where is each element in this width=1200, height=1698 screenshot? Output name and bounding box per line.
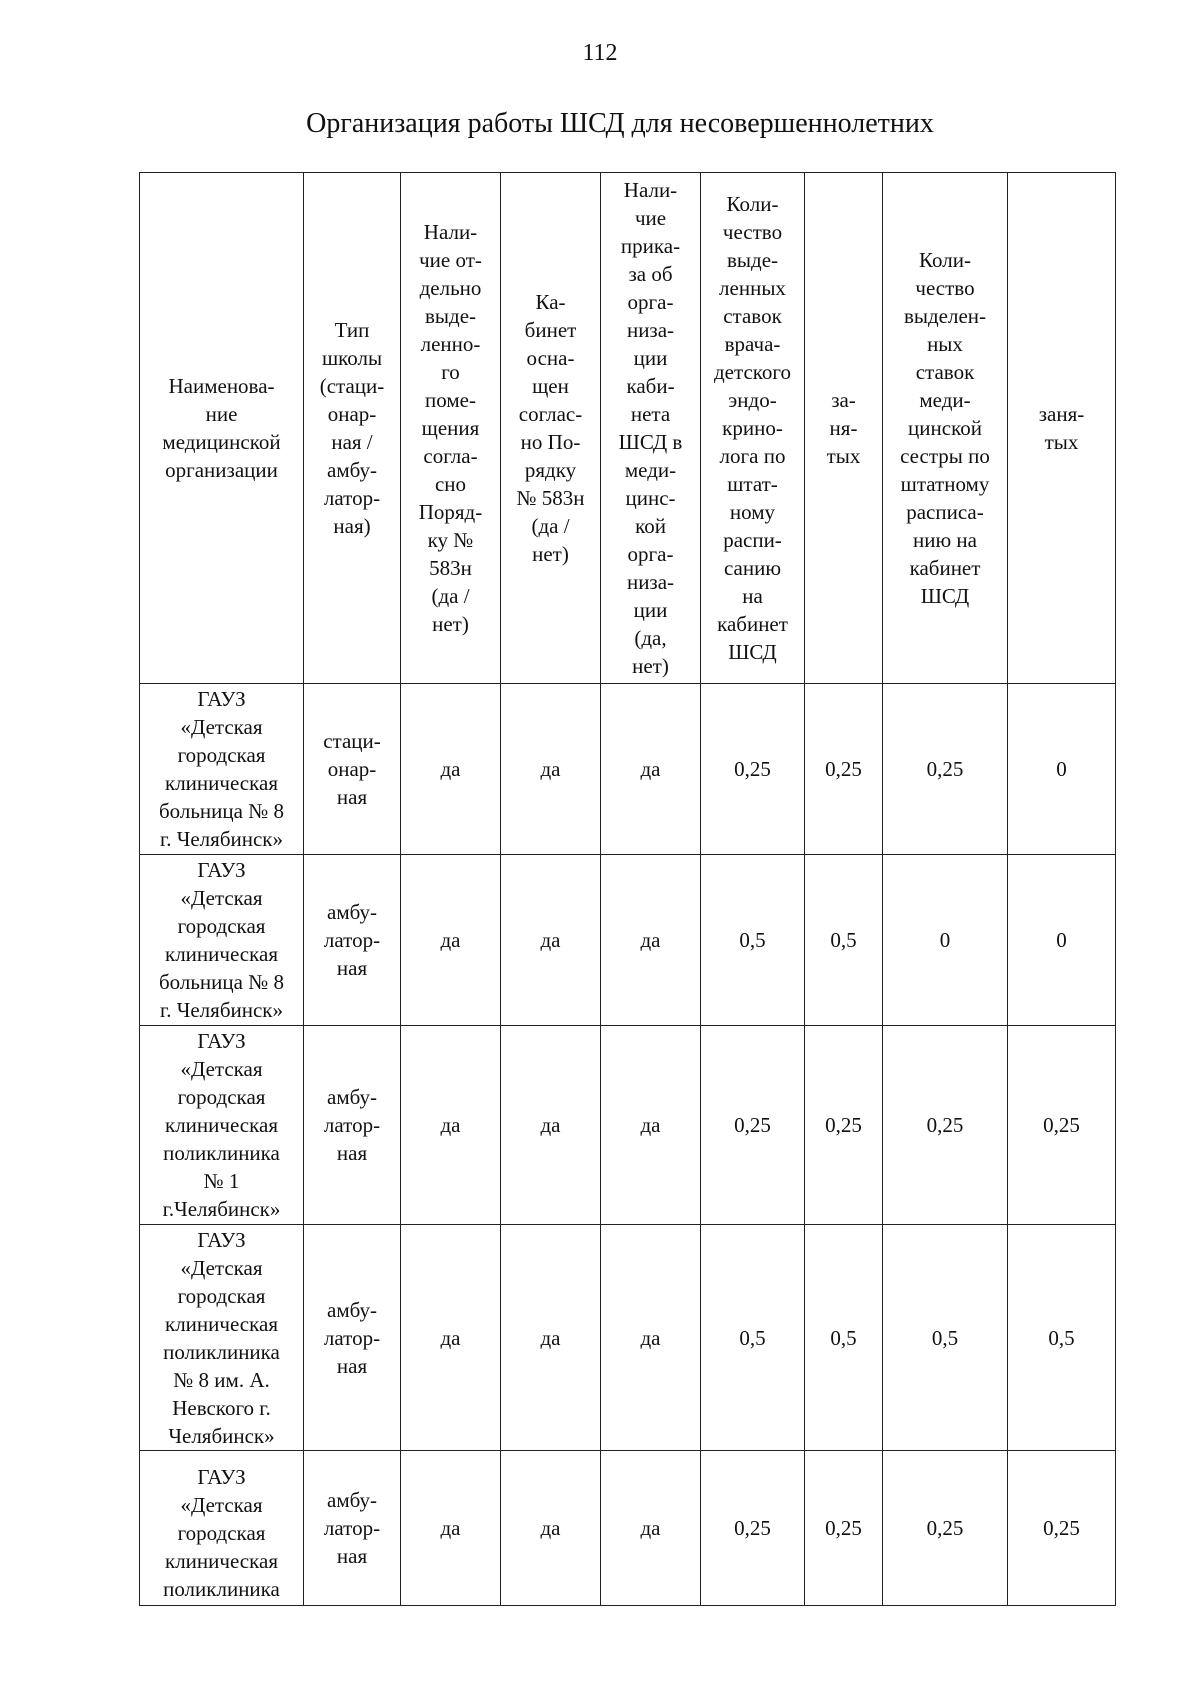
organization-table [139,172,1116,1606]
cell-equipped: да [501,684,601,855]
cell-order: да [601,1225,701,1451]
cell-organization: ГАУЗ «Детская городская клиническая поликлиника № 1 г.Челябинск» [140,1026,304,1225]
table-row [140,1026,1116,1225]
cell-nurse-occupied: 0 [1008,855,1116,1026]
cell-doctor-rates: 0,5 [701,1225,805,1451]
cell-equipped: да [501,1451,601,1606]
header-doctor-occupied: за- ня- тых [805,173,883,684]
cell-school-type: амбу- латор- ная [304,1026,401,1225]
cell-nurse-rates: 0,5 [883,1225,1008,1451]
cell-doctor-rates: 0,25 [701,1451,805,1606]
page-number: 112 [582,40,618,66]
cell-nurse-rates: 0,25 [883,1026,1008,1225]
document-title: Организация работы ШСД для несовершеннолетних [306,108,934,139]
cell-school-type: амбу- латор- ная [304,1451,401,1606]
header-nurse-occupied: заня- тых [1008,173,1116,684]
cell-separate-room: да [401,1451,501,1606]
cell-doctor-occupied: 0,5 [805,855,883,1026]
cell-separate-room: да [401,684,501,855]
cell-doctor-occupied: 0,25 [805,1026,883,1225]
cell-order: да [601,684,701,855]
cell-doctor-occupied: 0,5 [805,1225,883,1451]
cell-school-type: амбу- латор- ная [304,1225,401,1451]
table-row [140,1451,1116,1606]
cell-nurse-occupied: 0,5 [1008,1225,1116,1451]
cell-nurse-occupied: 0,25 [1008,1026,1116,1225]
cell-doctor-rates: 0,25 [701,1026,805,1225]
cell-separate-room: да [401,1225,501,1451]
cell-school-type: амбу- латор- ная [304,855,401,1026]
cell-nurse-occupied: 0,25 [1008,1451,1116,1606]
header-nurse-rates: Коли- чество выделен- ных ставок меди- цинской сестры по штатному расписа- нию на кабинет ШСД [883,173,1008,684]
cell-organization: ГАУЗ «Детская городская клиническая больница № 8 г. Челябинск» [140,684,304,855]
cell-equipped: да [501,1026,601,1225]
cell-nurse-rates: 0,25 [883,1451,1008,1606]
header-order: Нали- чие прика- за об орга- низа- ции каби- нета ШСД в меди- цинс- кой орга- низа- ции (да, нет) [601,173,701,684]
cell-order: да [601,1451,701,1606]
cell-organization: ГАУЗ «Детская городская клиническая больница № 8 г. Челябинск» [140,855,304,1026]
table-row [140,1225,1116,1451]
table-row [140,855,1116,1026]
cell-nurse-rates: 0,25 [883,684,1008,855]
cell-doctor-occupied: 0,25 [805,684,883,855]
header-organization-name: Наименова- ние медицинской организации [140,173,304,684]
cell-doctor-rates: 0,5 [701,855,805,1026]
cell-separate-room: да [401,855,501,1026]
header-separate-room: Нали- чие от- дельно выде- ленно- го поме- щения согла- сно Поряд- ку № 583н (да / нет) [401,173,501,684]
cell-order: да [601,855,701,1026]
header-doctor-rates: Коли- чество выде- ленных ставок врача- детского эндо- крино- лога по штат- ному рaспи- санию на кабинет ШСД [701,173,805,684]
header-school-type: Тип школы (стаци- онар- ная / амбу- латор- ная) [304,173,401,684]
cell-equipped: да [501,1225,601,1451]
cell-equipped: да [501,855,601,1026]
cell-doctor-occupied: 0,25 [805,1451,883,1606]
cell-nurse-occupied: 0 [1008,684,1116,855]
cell-school-type: стаци- онар- ная [304,684,401,855]
cell-organization: ГАУЗ «Детская городская клиническая поликлиника [140,1451,304,1606]
table-row [140,684,1116,855]
table-header-row [140,173,1116,684]
cell-organization: ГАУЗ «Детская городская клиническая поликлиника № 8 им. А. Невского г. Челябинск» [140,1225,304,1451]
cell-doctor-rates: 0,25 [701,684,805,855]
cell-order: да [601,1026,701,1225]
cell-nurse-rates: 0 [883,855,1008,1026]
header-equipped: Ка- бинет осна- щен соглас- но По- рядку № 583н (да / нет) [501,173,601,684]
cell-separate-room: да [401,1026,501,1225]
